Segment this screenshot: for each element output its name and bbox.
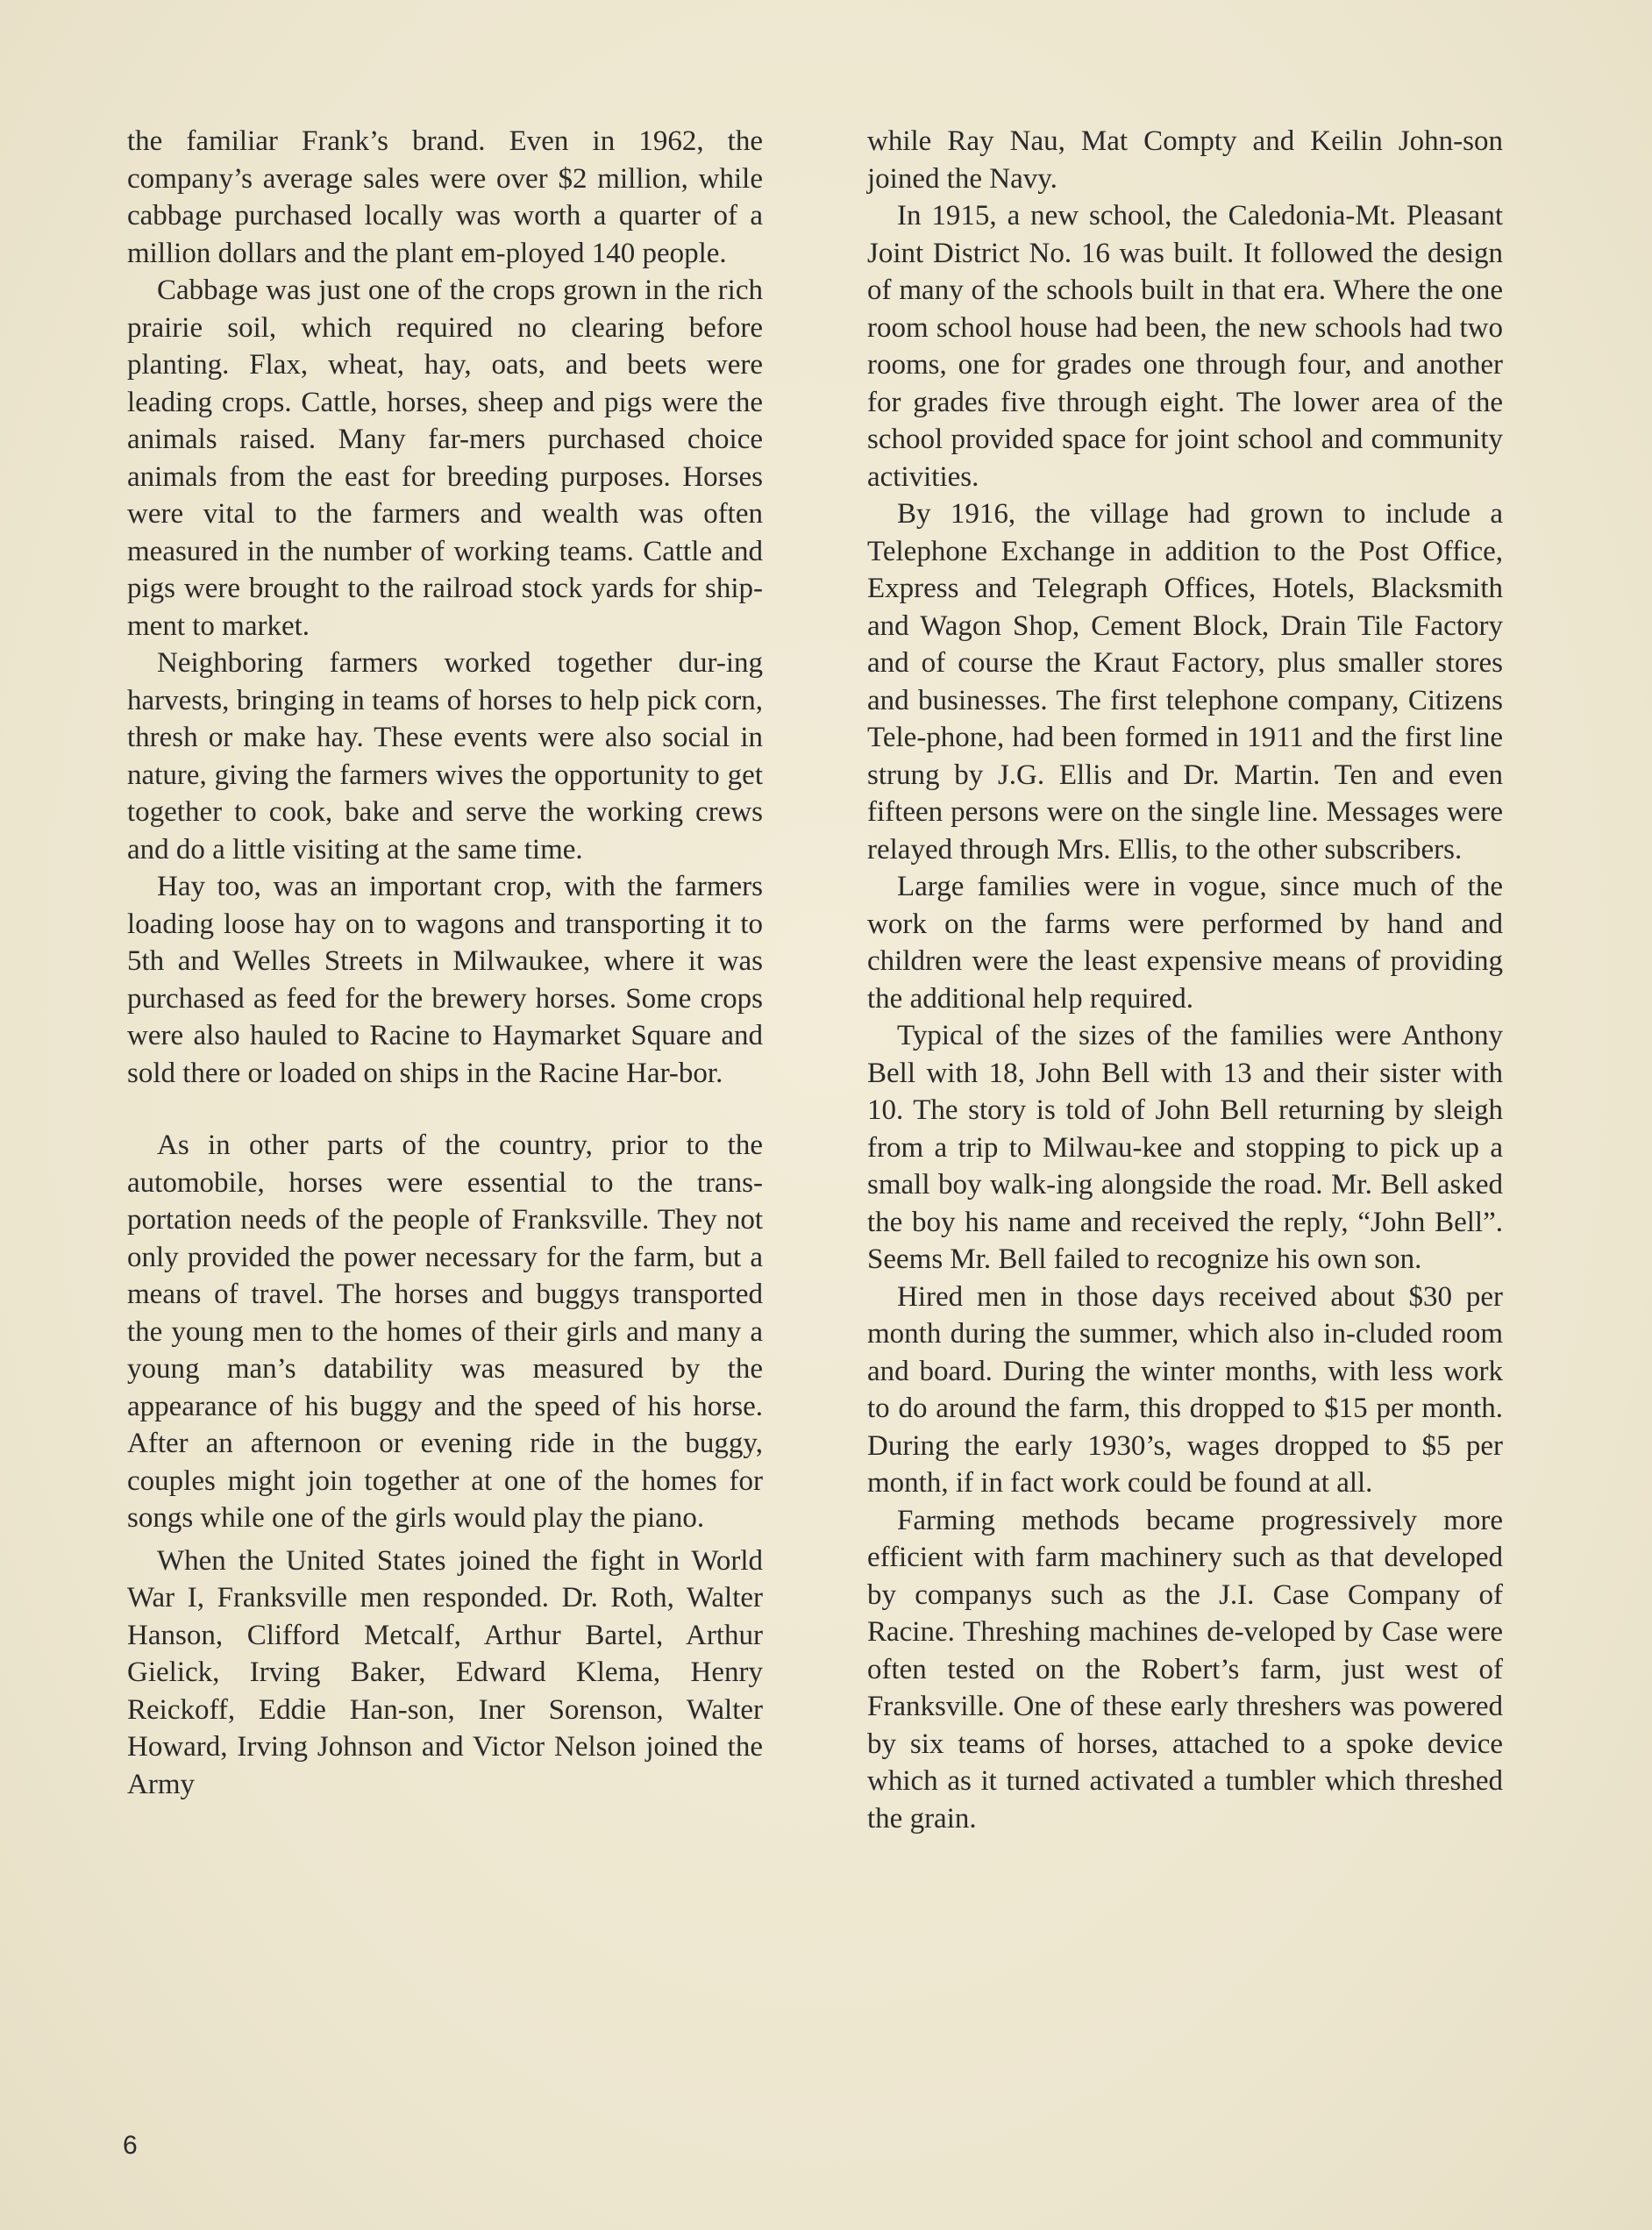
paragraph: Typical of the sizes of the families were Anthony Bell with 18, John Bell with 13 and their sister with 10. The story is told of John Bell returning by sleigh from a trip to Milwau-kee and stopping to pick up a small boy walk-ing alongside the road. Mr. Bell asked the boy his name and received the reply, “John Bell”. Seems Mr. Bell failed to recognize his own son.	[867, 1020, 1503, 1275]
right-column	[867, 123, 1503, 1837]
paragraph: In 1915, a new school, the Caledonia-Mt. Pleasant Joint District No. 16 was built. It followed the design of many of the schools built in that era. Where the one room school house had been, the new schools had two rooms, one for grades one through four, and another for grades five through eight. The lower area of the school provided space for joint school and community activities.	[867, 200, 1503, 493]
paragraph: Large families were in vogue, since much of the work on the farms were performed by hand and children were the least expensive means of providing the additional help required.	[867, 871, 1503, 1015]
paragraph: As in other parts of the country, prior to the automobile, horses were essential to the trans-portation needs of the people of Franksville. They not only provided the power necessary for the farm, but a means of travel. The horses and buggys transported the young men to the homes of their girls and many a young man’s datability was measured by the appearance of his buggy and the speed of his horse. After an afternoon or evening ride in the buggy, couples might join together at one of the homes for songs while one of the girls would play the piano.	[127, 1129, 763, 1534]
paragraph: Hired men in those days received about $30 per month during the summer, which also in-cluded room and board. During the winter months, with less work to do around the farm, this dropped to $15 per month. During the early 1930’s, wages dropped to $5 per month, if in fact work could be found at all.	[867, 1280, 1503, 1499]
left-column	[127, 123, 763, 1803]
paragraph: Cabbage was just one of the crops grown in the rich prairie soil, which required no clearing before planting. Flax, wheat, hay, oats, and beets were leading crops. Cattle, horses, sheep and pigs were the animals raised. Many far-mers purchased choice animals from the east for breeding purposes. Horses were vital to the farmers and wealth was often measured in the number of working teams. Cattle and pigs were brought to the railroad stock yards for ship-ment to market.	[127, 274, 763, 642]
paragraph: When the United States joined the fight in World War I, Franksville men responded. Dr. Roth, Walter Hanson, Clifford Metcalf, Arthur Bartel, Arthur Gielick, Irving Baker, Edward Klema, Henry Reickoff, Eddie Han-son, Iner Sorenson, Walter Howard, Irving Johnson and Victor Nelson joined the Army	[127, 1544, 763, 1800]
paragraph: while Ray Nau, Mat Compty and Keilin John-son joined the Navy.	[867, 125, 1503, 195]
paragraph: Hay too, was an important crop, with the farmers loading loose hay on to wagons and transporting it to 5th and Welles Streets in Milwaukee, where it was purchased as feed for the brewery horses. Some crops were also hauled to Racine to Haymarket Square and sold there or loaded on ships in the Racine Har-bor.	[127, 871, 763, 1089]
paragraph: Neighboring farmers worked together dur-ing harvests, bringing in teams of horses to help pick corn, thresh or make hay. These events were also social in nature, giving the farmers wives the opportunity to get together to cook, bake and serve the working crews and do a little visiting at the same time.	[127, 647, 763, 866]
paragraph: By 1916, the village had grown to include a Telephone Exchange in addition to the Post Office, Express and Telegraph Offices, Hotels, Blacksmith and Wagon Shop, Cement Block, Drain Tile Factory and of course the Kraut Factory, plus smaller stores and businesses. The first telephone company, Citizens Tele-phone, had been formed in 1911 and the first line strung by J.G. Ellis and Dr. Martin. Ten and even fifteen persons were on the single line. Messages were relayed through Mrs. Ellis, to the other subscribers.	[867, 498, 1503, 866]
page-number: 6	[123, 2131, 138, 2160]
paragraph: Farming methods became progressively more efficient with farm machinery such as that developed by companys such as the J.I. Case Company of Racine. Threshing machines de-veloped by Case were often tested on the Robert’s farm, just west of Franksville. One of these early threshers was powered by six teams of horses, attached to a spoke device which as it turned activated a tumbler which threshed the grain.	[867, 1504, 1503, 1835]
paragraph: the familiar Frank’s brand. Even in 1962, the company’s average sales were over $2 million, while cabbage purchased locally was worth a quarter of a million dollars and the plant em-ployed 140 people.	[127, 125, 763, 269]
